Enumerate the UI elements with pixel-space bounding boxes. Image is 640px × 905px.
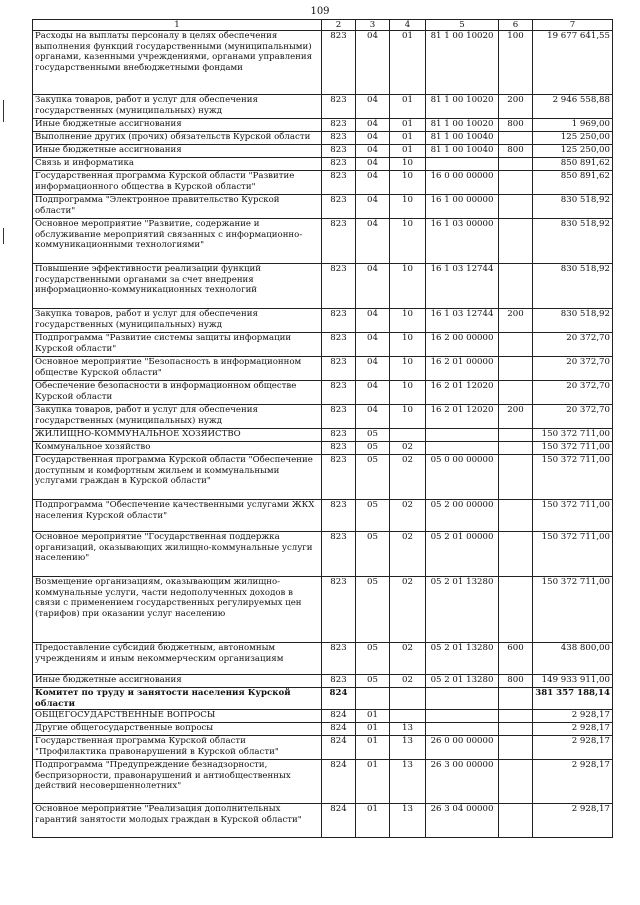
row-name-cell: Подпрограмма "Электронное правительство Курской области" [33,195,322,219]
row-cs-cell [426,429,499,442]
row-cs-cell: 16 2 01 00000 [426,357,499,381]
row-pr-cell: 01 [390,31,426,95]
row-rz-cell: 05 [356,442,390,455]
row-cs-cell [426,442,499,455]
row-gr-cell: 823 [322,264,356,309]
row-pr-cell [390,429,426,442]
row-name-cell: Возмещение организациям, оказывающим жилищно-коммунальные услуги, части недополученных доходов в связи с применением государственных регулируемых цен (тарифов) при оказании услуг населению [33,577,322,643]
row-pr-cell: 13 [390,804,426,838]
table-row [33,455,613,500]
row-sum-cell: 150 372 711,00 [533,577,613,643]
row-rz-cell: 04 [356,95,390,119]
budget-table [32,19,613,838]
row-name-cell: Обеспечение безопасности в информационном обществе Курской области [33,381,322,405]
row-name-cell: Закупка товаров, работ и услуг для обеспечения государственных (муниципальных) нужд [33,309,322,333]
margin-mark [3,228,4,244]
row-cs-cell: 16 2 01 12020 [426,381,499,405]
row-sum-cell: 20 372,70 [533,357,613,381]
row-name-cell: Подпрограмма "Обеспечение качественными услугами ЖКХ населения Курской области" [33,500,322,532]
table-row [33,309,613,333]
row-name-cell: Расходы на выплаты персоналу в целях обеспечения выполнения функций государственными (муниципальными) органами, казенными учреждениями, органами управления государственными внебюджетными фондами [33,31,322,95]
row-cs-cell [426,688,499,710]
row-cs-cell: 81 1 00 10020 [426,95,499,119]
row-rz-cell: 05 [356,643,390,675]
row-sum-cell: 850 891,62 [533,158,613,171]
row-rz-cell: 04 [356,171,390,195]
row-sum-cell: 2 928,17 [533,736,613,760]
row-sum-cell: 2 928,17 [533,804,613,838]
row-gr-cell: 824 [322,760,356,804]
row-name-cell: Государственная программа Курской области "Профилактика правонарушений в Курской области" [33,736,322,760]
table-row [33,736,613,760]
row-rz-cell: 01 [356,804,390,838]
row-gr-cell: 823 [322,119,356,132]
row-sum-cell: 150 372 711,00 [533,442,613,455]
row-rz-cell: 01 [356,723,390,736]
row-pr-cell: 10 [390,219,426,264]
table-row [33,132,613,145]
row-cs-cell: 26 3 00 00000 [426,760,499,804]
row-vr-cell [499,219,533,264]
row-gr-cell: 823 [322,500,356,532]
row-name-cell: Коммунальное хозяйство [33,442,322,455]
row-pr-cell: 02 [390,577,426,643]
row-sum-cell: 20 372,70 [533,381,613,405]
row-rz-cell: 04 [356,405,390,429]
row-vr-cell [499,158,533,171]
row-name-cell: Иные бюджетные ассигнования [33,675,322,688]
row-vr-cell [499,381,533,405]
table-row [33,357,613,381]
row-sum-cell: 381 357 188,14 [533,688,613,710]
row-sum-cell: 438 800,00 [533,643,613,675]
row-cs-cell: 05 2 01 13280 [426,675,499,688]
row-vr-cell: 800 [499,675,533,688]
row-vr-cell [499,171,533,195]
row-rz-cell: 04 [356,381,390,405]
row-name-cell: Подпрограмма "Развитие системы защиты информации Курской области" [33,333,322,357]
row-gr-cell: 824 [322,723,356,736]
row-name-cell: Основное мероприятие "Развитие, содержание и обслуживание мероприятий связанных с информационно-коммуникационными технологиями" [33,219,322,264]
row-vr-cell [499,500,533,532]
row-rz-cell: 04 [356,31,390,95]
row-vr-cell: 200 [499,405,533,429]
row-gr-cell: 823 [322,219,356,264]
row-gr-cell: 823 [322,405,356,429]
row-sum-cell: 2 928,17 [533,710,613,723]
row-pr-cell: 10 [390,381,426,405]
row-gr-cell: 823 [322,442,356,455]
row-vr-cell [499,532,533,577]
row-cs-cell: 81 1 00 10020 [426,31,499,95]
table-row [33,429,613,442]
row-rz-cell: 05 [356,577,390,643]
row-cs-cell: 16 0 00 00000 [426,171,499,195]
row-pr-cell: 01 [390,119,426,132]
row-gr-cell: 824 [322,688,356,710]
row-rz-cell: 05 [356,429,390,442]
row-rz-cell: 05 [356,675,390,688]
table-row [33,219,613,264]
column-header: 4 [390,20,426,31]
row-sum-cell: 830 518,92 [533,264,613,309]
row-gr-cell: 823 [322,357,356,381]
row-gr-cell: 823 [322,171,356,195]
row-sum-cell: 1 969,00 [533,119,613,132]
row-gr-cell: 823 [322,145,356,158]
row-pr-cell: 10 [390,405,426,429]
table-row [33,405,613,429]
row-gr-cell: 823 [322,31,356,95]
row-name-cell: Закупка товаров, работ и услуг для обеспечения государственных (муниципальных) нужд [33,405,322,429]
row-rz-cell: 04 [356,264,390,309]
row-vr-cell [499,804,533,838]
row-name-cell: Комитет по труду и занятости населения Курской области [33,688,322,710]
row-name-cell: Основное мероприятие "Государственная поддержка организаций, оказывающих жилищно-коммунальные услуги населению" [33,532,322,577]
row-rz-cell: 04 [356,357,390,381]
row-vr-cell [499,429,533,442]
row-rz-cell: 05 [356,455,390,500]
row-name-cell: Повышение эффективности реализации функций государственными органами за счет внедрения информационно-коммуникационных технологий [33,264,322,309]
row-gr-cell: 823 [322,158,356,171]
row-vr-cell [499,132,533,145]
row-gr-cell: 823 [322,455,356,500]
column-header: 7 [533,20,613,31]
row-rz-cell: 04 [356,145,390,158]
row-name-cell: Связь и информатика [33,158,322,171]
row-vr-cell [499,723,533,736]
row-cs-cell: 81 1 00 10040 [426,145,499,158]
row-cs-cell [426,158,499,171]
row-gr-cell: 823 [322,675,356,688]
table-row [33,333,613,357]
row-vr-cell [499,264,533,309]
table-row [33,723,613,736]
table-row [33,804,613,838]
column-header: 6 [499,20,533,31]
row-sum-cell: 2 928,17 [533,723,613,736]
row-cs-cell: 16 2 01 12020 [426,405,499,429]
row-cs-cell: 05 0 00 00000 [426,455,499,500]
row-rz-cell: 01 [356,760,390,804]
row-cs-cell: 16 2 00 00000 [426,333,499,357]
row-vr-cell [499,760,533,804]
table-row [33,643,613,675]
table-row [33,688,613,710]
column-header: 3 [356,20,390,31]
row-gr-cell: 823 [322,95,356,119]
row-cs-cell: 16 1 03 12744 [426,264,499,309]
table-row [33,710,613,723]
row-rz-cell: 04 [356,119,390,132]
row-rz-cell: 04 [356,132,390,145]
column-header: 1 [33,20,322,31]
column-header: 2 [322,20,356,31]
row-name-cell: Другие общегосударственные вопросы [33,723,322,736]
row-cs-cell: 16 1 03 12744 [426,309,499,333]
table-row [33,158,613,171]
row-rz-cell [356,688,390,710]
margin-mark [3,100,4,122]
row-name-cell: Основное мероприятие "Безопасность в информационном обществе Курской области" [33,357,322,381]
row-name-cell: Закупка товаров, работ и услуг для обеспечения государственных (муниципальных) нужд [33,95,322,119]
row-sum-cell: 19 677 641,55 [533,31,613,95]
row-vr-cell: 200 [499,309,533,333]
row-gr-cell: 823 [322,381,356,405]
row-rz-cell: 04 [356,333,390,357]
row-pr-cell: 01 [390,132,426,145]
row-name-cell: ОБЩЕГОСУДАРСТВЕННЫЕ ВОПРОСЫ [33,710,322,723]
table-row [33,119,613,132]
row-name-cell: Иные бюджетные ассигнования [33,145,322,158]
row-cs-cell: 16 1 00 00000 [426,195,499,219]
row-pr-cell: 02 [390,455,426,500]
column-header: 5 [426,20,499,31]
table-row [33,171,613,195]
row-pr-cell: 02 [390,442,426,455]
row-pr-cell: 01 [390,145,426,158]
row-cs-cell: 05 2 01 13280 [426,577,499,643]
row-pr-cell: 13 [390,723,426,736]
row-pr-cell: 10 [390,158,426,171]
row-pr-cell: 01 [390,95,426,119]
row-sum-cell: 150 372 711,00 [533,532,613,577]
row-vr-cell: 100 [499,31,533,95]
table-row [33,675,613,688]
row-gr-cell: 824 [322,736,356,760]
row-rz-cell: 04 [356,219,390,264]
row-vr-cell [499,577,533,643]
row-pr-cell: 02 [390,532,426,577]
row-sum-cell: 830 518,92 [533,195,613,219]
row-name-cell: Основное мероприятие "Реализация дополнительных гарантий занятости молодых граждан в Курской области" [33,804,322,838]
row-rz-cell: 05 [356,532,390,577]
row-sum-cell: 850 891,62 [533,171,613,195]
row-vr-cell: 600 [499,643,533,675]
row-pr-cell [390,688,426,710]
row-sum-cell: 20 372,70 [533,405,613,429]
table-row [33,195,613,219]
row-name-cell: Иные бюджетные ассигнования [33,119,322,132]
row-pr-cell: 02 [390,675,426,688]
row-rz-cell: 04 [356,158,390,171]
page-number: 109 [310,6,330,17]
row-pr-cell: 10 [390,357,426,381]
row-pr-cell: 10 [390,309,426,333]
row-vr-cell [499,357,533,381]
table-row [33,577,613,643]
table-row [33,145,613,158]
row-gr-cell: 823 [322,132,356,145]
row-pr-cell: 10 [390,195,426,219]
row-vr-cell [499,195,533,219]
table-row [33,760,613,804]
row-sum-cell: 830 518,92 [533,309,613,333]
row-vr-cell: 800 [499,145,533,158]
row-name-cell: Государственная программа Курской области "Развитие информационного общества в Курской области" [33,171,322,195]
row-gr-cell: 823 [322,577,356,643]
row-sum-cell: 150 372 711,00 [533,429,613,442]
row-rz-cell: 01 [356,736,390,760]
row-name-cell: ЖИЛИЩНО-КОММУНАЛЬНОЕ ХОЗЯЙСТВО [33,429,322,442]
row-cs-cell: 05 2 01 13280 [426,643,499,675]
row-name-cell: Подпрограмма "Предупреждение безнадзорности, беспризорности, правонарушений и антиобщественных действий несовершеннолетних" [33,760,322,804]
row-vr-cell [499,736,533,760]
row-pr-cell: 13 [390,760,426,804]
row-rz-cell: 04 [356,195,390,219]
row-vr-cell: 800 [499,119,533,132]
table-row [33,264,613,309]
row-cs-cell [426,723,499,736]
row-cs-cell: 81 1 00 10040 [426,132,499,145]
table-body [33,31,613,838]
row-rz-cell: 05 [356,500,390,532]
row-vr-cell [499,688,533,710]
row-sum-cell: 20 372,70 [533,333,613,357]
row-cs-cell: 26 0 00 00000 [426,736,499,760]
row-sum-cell: 125 250,00 [533,145,613,158]
row-rz-cell: 01 [356,710,390,723]
row-sum-cell: 150 372 711,00 [533,500,613,532]
row-sum-cell: 830 518,92 [533,219,613,264]
row-pr-cell: 10 [390,333,426,357]
row-gr-cell: 823 [322,429,356,442]
row-name-cell: Государственная программа Курской области "Обеспечение доступным и комфортным жильем и коммунальными услугами граждан в Курской области" [33,455,322,500]
table-row [33,95,613,119]
row-name-cell: Выполнение других (прочих) обязательств Курской области [33,132,322,145]
row-gr-cell: 823 [322,309,356,333]
table-row [33,442,613,455]
row-name-cell: Предоставление субсидий бюджетным, автономным учреждениям и иным некоммерческим организациям [33,643,322,675]
row-pr-cell: 10 [390,171,426,195]
row-pr-cell: 02 [390,500,426,532]
row-pr-cell: 10 [390,264,426,309]
table-row [33,532,613,577]
row-gr-cell: 823 [322,333,356,357]
row-cs-cell: 05 2 00 00000 [426,500,499,532]
row-cs-cell [426,710,499,723]
row-gr-cell: 824 [322,710,356,723]
row-cs-cell: 16 1 03 00000 [426,219,499,264]
row-cs-cell: 05 2 01 00000 [426,532,499,577]
row-sum-cell: 150 372 711,00 [533,455,613,500]
row-vr-cell [499,710,533,723]
row-vr-cell [499,455,533,500]
row-gr-cell: 823 [322,643,356,675]
row-gr-cell: 824 [322,804,356,838]
header-row [33,20,613,31]
row-sum-cell: 2 928,17 [533,760,613,804]
row-pr-cell: 13 [390,736,426,760]
row-sum-cell: 2 946 558,88 [533,95,613,119]
table-row [33,381,613,405]
row-gr-cell: 823 [322,532,356,577]
row-pr-cell: 02 [390,643,426,675]
row-sum-cell: 149 933 911,00 [533,675,613,688]
row-pr-cell [390,710,426,723]
row-cs-cell: 81 1 00 10020 [426,119,499,132]
table-row [33,500,613,532]
row-vr-cell [499,333,533,357]
row-gr-cell: 823 [322,195,356,219]
table-row [33,31,613,95]
row-vr-cell [499,442,533,455]
row-sum-cell: 125 250,00 [533,132,613,145]
row-cs-cell: 26 3 04 00000 [426,804,499,838]
row-rz-cell: 04 [356,309,390,333]
row-vr-cell: 200 [499,95,533,119]
